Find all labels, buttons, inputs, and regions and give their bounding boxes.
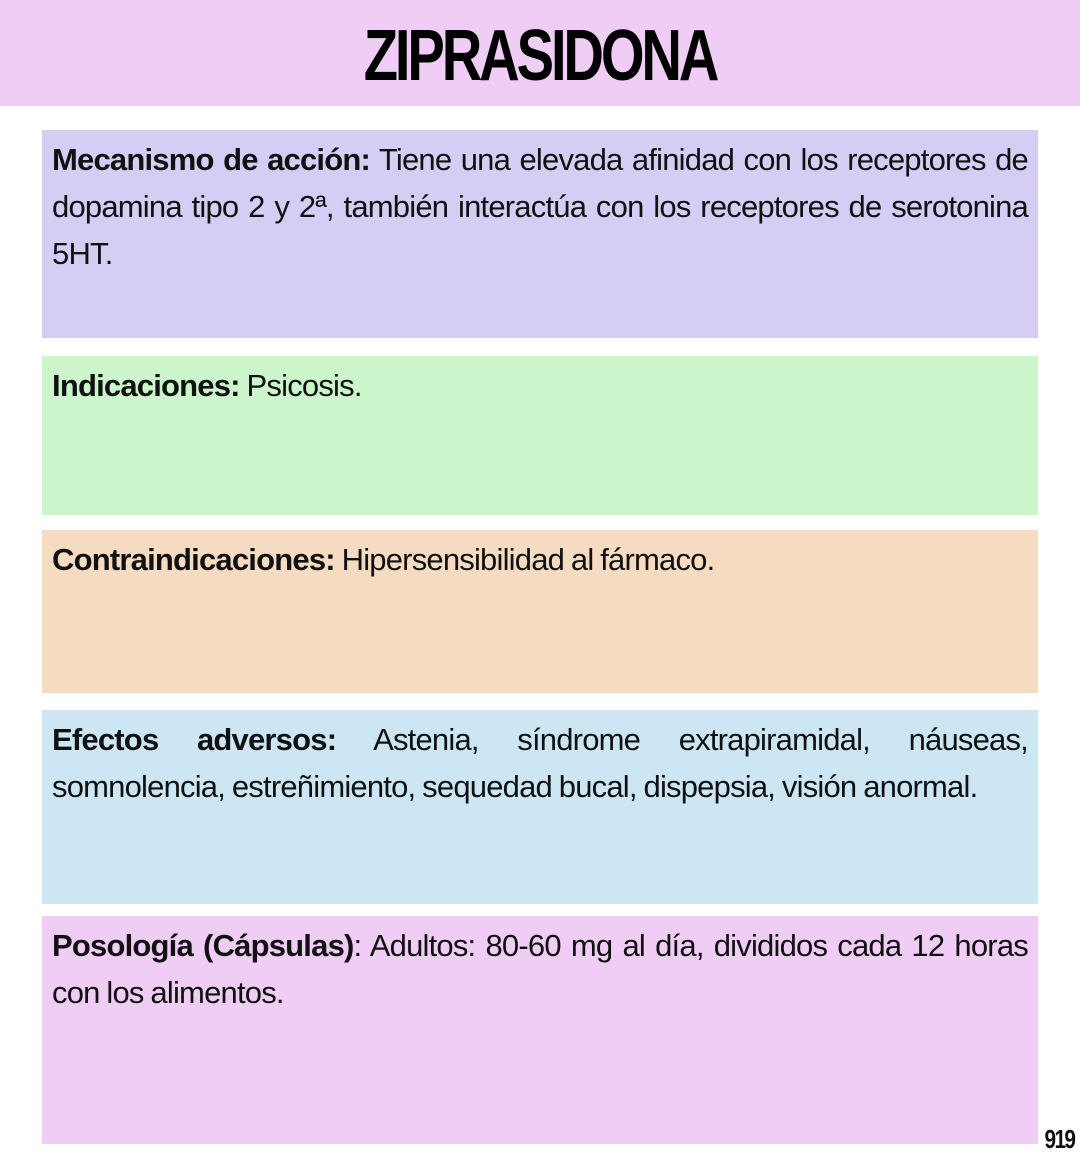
section-adverse-effects <box>42 710 1038 904</box>
title-banner <box>0 0 1080 106</box>
section-label: Mecanismo de acción: <box>52 142 371 177</box>
section-label: Efectos adversos: <box>52 722 337 757</box>
section-text: : Adultos: 80-60 mg al día, divididos cada 12 horas con los alimentos. <box>52 928 1028 1010</box>
section-indications <box>42 356 1038 515</box>
section-label: Posología (Cápsulas) <box>52 928 354 963</box>
section-text: Astenia, síndrome extrapiramidal, náuseas, somnolencia, estreñimiento, sequedad bucal, dispepsia, visión anormal. <box>52 722 1028 804</box>
section-mechanism <box>42 130 1038 338</box>
section-label: Indicaciones: <box>52 368 240 403</box>
section-contraindications <box>42 530 1038 693</box>
section-dosage <box>42 916 1038 1144</box>
page-title: ZIPRASIDONA <box>363 16 717 96</box>
page-number: 919 <box>1044 1124 1074 1154</box>
section-text: Psicosis. <box>239 368 362 403</box>
section-text: Hipersensibilidad al fármaco. <box>334 542 715 577</box>
section-label: Contraindicaciones: <box>52 542 335 577</box>
section-text: Tiene una elevada afinidad con los receptores de dopamina tipo 2 y 2ª, también interactúa con los receptores de serotonina 5HT. <box>52 142 1028 271</box>
